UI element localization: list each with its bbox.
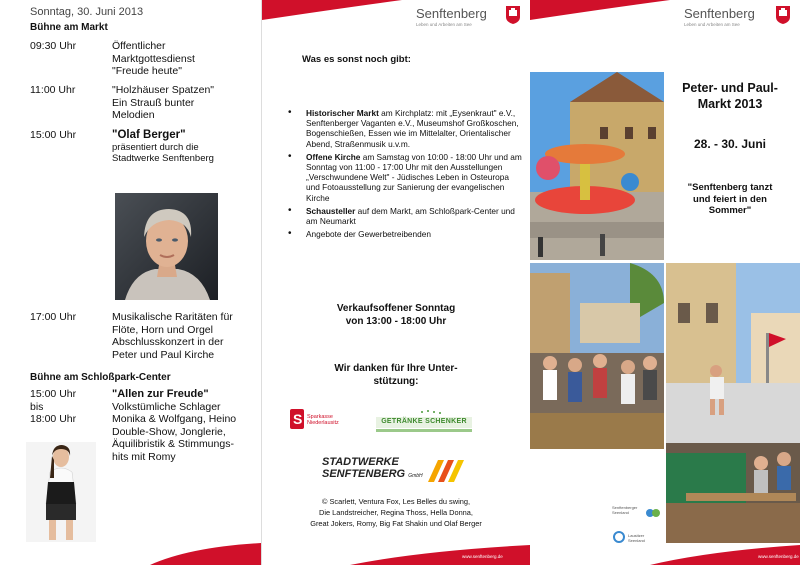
list-item-text: auf dem Markt, am Schloßpark-Center und am Neumarkt [306, 205, 515, 227]
panel-cover [530, 0, 800, 565]
sunday-shopping-line: Verkaufsoffener Sonntag [336, 303, 456, 314]
sunday-shopping-line: von 13:00 - 18:00 Uhr [345, 316, 447, 327]
red-swoosh-top [530, 0, 670, 22]
event-time-bis: bis [30, 400, 44, 413]
schenker-name: GETRÄNKE SCHENKER [381, 418, 467, 425]
list-item [284, 108, 524, 149]
stage-heading-markt: Bühne am Markt [30, 22, 108, 33]
city-crest-icon [776, 6, 790, 24]
city-crest-icon [506, 6, 520, 24]
credits-line: Great Jokers, Romy, Big Fat Shakin und Olaf Berger [310, 519, 482, 528]
credits [262, 496, 530, 529]
thanks-line: Wir danken für Ihre Unter- [334, 363, 458, 374]
event-title [665, 80, 795, 112]
event-line: Öffentlicher [112, 40, 166, 52]
event-line: "Holzhäuser Spatzen" [112, 84, 215, 96]
red-swoosh-bottom [150, 541, 262, 565]
sparkasse-logo: S Sparkasse Niederlausitz [290, 405, 360, 435]
event-line: Musikalische Raritäten für [112, 311, 233, 323]
slogan-line: "Senftenberg tanzt [687, 182, 773, 193]
stadtwerke-mark-icon [428, 456, 464, 482]
event-line: Melodien [112, 109, 155, 121]
senftenberg-logo [680, 4, 798, 32]
brand-name: Senftenberg [684, 6, 755, 21]
list-item-bold: Offene Kirche [306, 151, 361, 162]
seenland-wave-icon [646, 507, 660, 519]
event-line: Volkstümliche Schlager [112, 400, 221, 413]
attractions-list [284, 108, 524, 242]
event-description [112, 311, 257, 361]
event-line: hits mit Romy [112, 450, 176, 463]
event-time-to: 18:00 Uhr [30, 413, 77, 425]
getraenke-schenker-logo [374, 408, 474, 436]
event-time: 17:00 Uhr [30, 311, 77, 323]
seenland-logo [612, 505, 662, 527]
list-item [284, 206, 524, 226]
romy-photo [26, 442, 96, 542]
event-time-range [30, 388, 110, 426]
event-slogan [665, 182, 795, 217]
event-title-line: Peter- und Paul- [682, 81, 778, 95]
panel-other-attractions [262, 0, 530, 565]
stadtwerke-logo [322, 456, 487, 488]
event-title: "Olaf Berger" [112, 129, 186, 141]
sparkasse-name: Sparkasse Niederlausitz [307, 414, 339, 426]
seenland-logo-text: Senftenberger Seenland [612, 505, 638, 515]
event-time-from: 15:00 Uhr [30, 388, 77, 400]
event-line: Marktgottesdienst [112, 52, 195, 65]
panel-program-sunday [0, 0, 262, 565]
fairground-photo [530, 72, 664, 260]
stadtwerke-line2: SENFTENBERG GmbH [322, 468, 423, 480]
event-description [112, 40, 257, 78]
event-line: Double-Show, Jonglerie, [112, 425, 226, 438]
brand-tagline: Leben und Arbeiten am See [684, 22, 740, 27]
footer-url: www.senftenberg.de [758, 554, 799, 559]
olaf-berger-photo [115, 193, 218, 300]
event-line: präsentiert durch die [112, 141, 199, 153]
list-item-text: am Kirchplatz: mit „Eysenkraut" e.V., Senftenberger Vaganten e.V., Museumshof Großkoschen, Bogenschießen, Essen wie im Mittelalter, Orientalischer Abend, Straßenmusik u.v.m. [306, 108, 519, 149]
list-item [284, 229, 524, 239]
list-item-text: am Samstag von 10:00 - 18:00 Uhr und am Sonntag von 11:00 - 17:00 Uhr mit den Ausstellungen „Verschwundene Welt" - Jüdisches Leben in Osteuropa und Fotoausstellung zur Sanierung der evangelischen Kirche [306, 151, 522, 203]
sunday-shopping [262, 302, 530, 328]
event-time: 09:30 Uhr [30, 40, 77, 52]
event-title-line: Markt 2013 [697, 97, 763, 111]
event-description [112, 388, 257, 463]
red-swoosh-bottom [350, 541, 530, 565]
stage-heading-schlosspark: Bühne am Schloßpark-Center [30, 372, 171, 383]
event-line: Peter und Paul Kirche [112, 348, 215, 361]
credits-line: © Scarlett, Ventura Fox, Les Belles du swing, [322, 497, 470, 506]
crowd-photo [530, 263, 664, 449]
date-heading: Sonntag, 30. Juni 2013 [30, 6, 144, 18]
lausitz-logo-text: Lausitzer Seenland [628, 533, 645, 543]
senftenberg-logo [412, 4, 527, 32]
red-swoosh-bottom [650, 541, 800, 565]
list-item-text: Angebote der Gewerbetreibenden [306, 229, 432, 240]
slogan-line: Sommer" [708, 205, 752, 216]
red-swoosh-top [262, 0, 402, 22]
event-dates: 28. - 30. Juni [693, 137, 767, 151]
event-line: Flöte, Horn und Orgel [112, 323, 213, 336]
stadtwerke-wordmark [322, 456, 423, 482]
event-description [112, 84, 257, 122]
stadtwerke-line: STADTWERKE [322, 456, 399, 468]
list-item-bold: Schausteller [306, 205, 356, 216]
brand-tagline: Leben und Arbeiten am See [416, 22, 472, 27]
event-line: Ein Strauß bunter [112, 96, 195, 109]
thanks-text [262, 362, 530, 388]
event-title: "Allen zur Freude" [112, 388, 209, 400]
credits-line: Die Landstreicher, Regina Thoss, Hella Donna, [319, 508, 473, 517]
footer-url: www.senftenberg.de [462, 554, 503, 559]
list-item-bold: Historischer Markt [306, 108, 379, 118]
list-item [284, 152, 524, 203]
slogan-line: und feiert in den [693, 193, 767, 205]
thanks-line: stützung: [373, 376, 419, 387]
event-time: 11:00 Uhr [30, 84, 76, 96]
lausitz-ring-icon [612, 530, 626, 544]
section-heading: Was es sonst noch gibt: [302, 54, 411, 65]
event-line: Abschlusskonzert in der [112, 336, 224, 348]
event-time: 15:00 Uhr [30, 129, 77, 141]
event-line: Monika & Wolfgang, Heino [112, 413, 237, 425]
event-description [112, 129, 257, 164]
event-line: Äquilibristik & Stimmungs- [112, 438, 234, 450]
event-line: "Freude heute" [112, 65, 182, 77]
event-line: Stadtwerke Senftenberg [112, 152, 214, 164]
brand-name: Senftenberg [416, 6, 487, 21]
stage-photo [666, 263, 800, 543]
